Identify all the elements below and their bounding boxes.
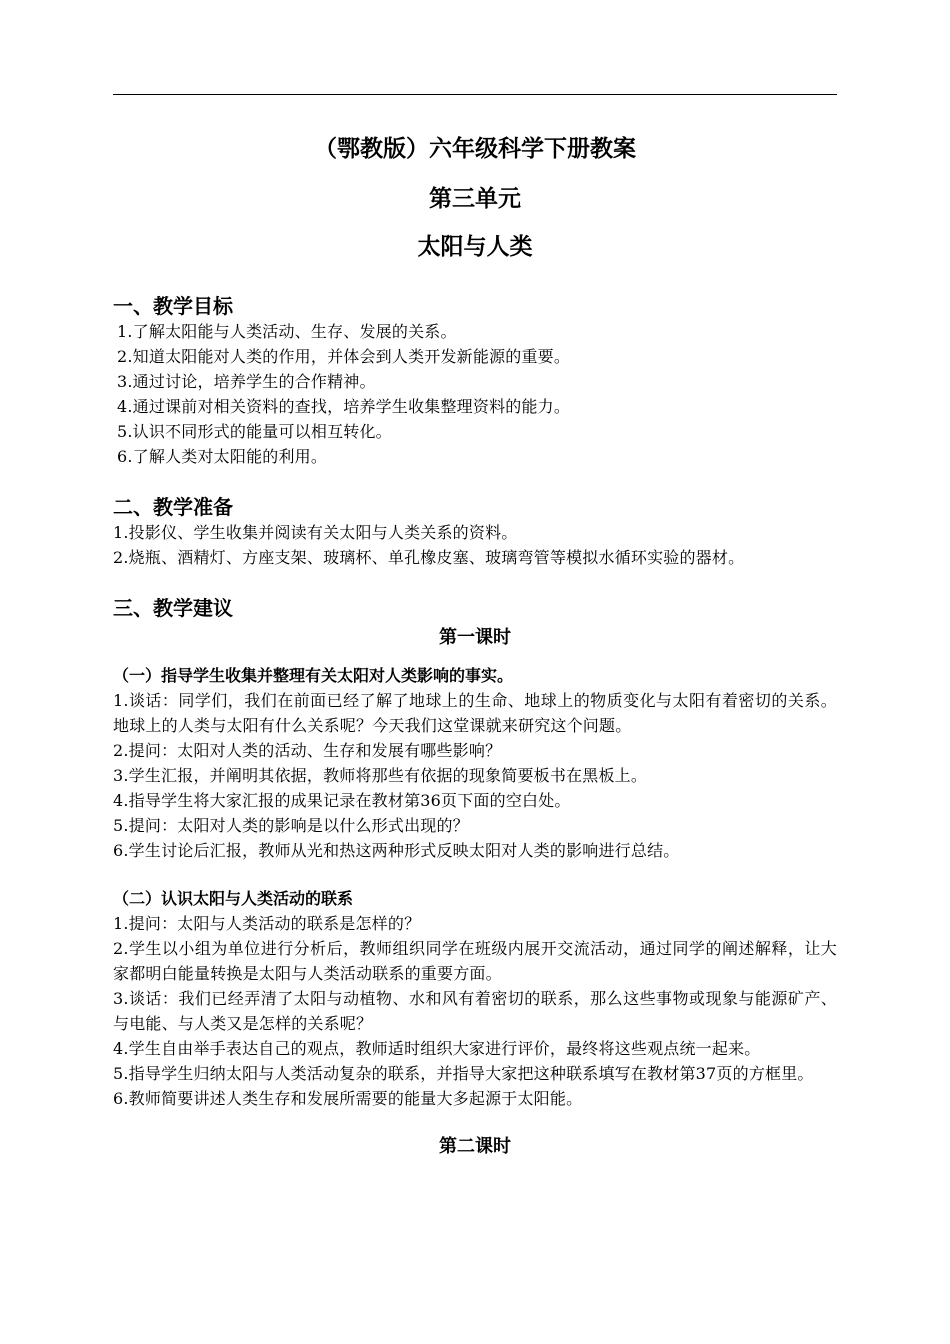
document-title: （鄂教版）六年级科学下册教案 [314, 136, 636, 162]
lesson-1-part-2-item: 4.学生自由举手表达自己的观点，教师适时组织大家进行评价，最终将这些观点统一起来。 [113, 1039, 761, 1058]
lesson-1-part-2-item: 6.教师简要讲述人类生存和发展所需要的能量大多起源于太阳能。 [113, 1089, 583, 1108]
lesson-1-part-1-item: 3.学生汇报，并阐明其依据，教师将那些有依据的现象简要板书在黑板上。 [113, 766, 648, 785]
topic-title: 太阳与人类 [417, 234, 533, 260]
lesson-1-part-2-heading: （二）认识太阳与人类活动的联系 [113, 889, 354, 908]
objective-item: 3.通过讨论，培养学生的合作精神。 [117, 372, 376, 391]
lesson-1-part-2-item: 1.提问：太阳与人类活动的联系是怎样的？ [113, 914, 421, 933]
lesson-1-part-2-item: 5.指导学生归纳太阳与人类活动复杂的联系，并指导大家把这种联系填写在教材第37页的方框里。 [113, 1064, 814, 1083]
objective-item: 4.通过课前对相关资料的查找，培养学生收集整理资料的能力。 [117, 397, 571, 416]
lesson-1-part-1-item: 2.提问：太阳对人类的活动、生存和发展有哪些影响？ [113, 741, 502, 760]
document-body [113, 126, 837, 1160]
lesson-1-title: 第一课时 [439, 627, 511, 648]
objectives-heading: 一、教学目标 [113, 294, 233, 318]
lesson-2-title: 第二课时 [439, 1136, 511, 1157]
objective-item: 1.了解太阳能与人类活动、生存、发展的关系。 [117, 322, 457, 341]
lesson-1-part-1-item: 6.学生讨论后汇报，教师从光和热这两种形式反映太阳对人类的影响进行总结。 [113, 841, 680, 860]
objective-item: 5.认识不同形式的能量可以相互转化。 [117, 422, 392, 441]
preparation-item: 2.烧瓶、酒精灯、方座支架、玻璃杯、单孔橡皮塞、玻璃弯管等模拟水循环实验的器材。 [113, 548, 745, 567]
preparation-heading: 二、教学准备 [113, 495, 233, 519]
lesson-1-part-1-heading: （一）指导学生收集并整理有关太阳对人类影响的事实。 [113, 666, 514, 685]
objective-item: 2.知道太阳能对人类的作用，并体会到人类开发新能源的重要。 [117, 347, 571, 366]
lesson-1-part-1-item: 5.提问：太阳对人类的影响是以什么形式出现的？ [113, 816, 469, 835]
lesson-1-part-2-item: 3.谈话：我们已经弄清了太阳与动植物、水和风有着密切的联系，那么这些事物或现象与能源矿产、与电能、与人类又是怎样的关系呢？ [113, 989, 837, 1033]
objective-item: 6.了解人类对太阳能的利用。 [117, 447, 328, 466]
lesson-1-part-2-item: 2.学生以小组为单位进行分析后，教师组织同学在班级内展开交流活动，通过同学的阐述解释，让大家都明白能量转换是太阳与人类活动联系的重要方面。 [113, 939, 837, 983]
unit-title: 第三单元 [429, 186, 521, 212]
lesson-1-part-1-item: 1.谈话：同学们，我们在前面已经了解了地球上的生命、地球上的物质变化与太阳有着密切的关系。地球上的人类与太阳有什么关系呢？今天我们这堂课就来研究这个问题。 [113, 691, 837, 735]
header-rule [113, 94, 837, 95]
suggestions-heading: 三、教学建议 [113, 596, 233, 620]
lesson-1-part-1-item: 4.指导学生将大家汇报的成果记录在教材第36页下面的空白处。 [113, 791, 571, 810]
preparation-item: 1.投影仪、学生收集并阅读有关太阳与人类关系的资料。 [113, 523, 518, 542]
